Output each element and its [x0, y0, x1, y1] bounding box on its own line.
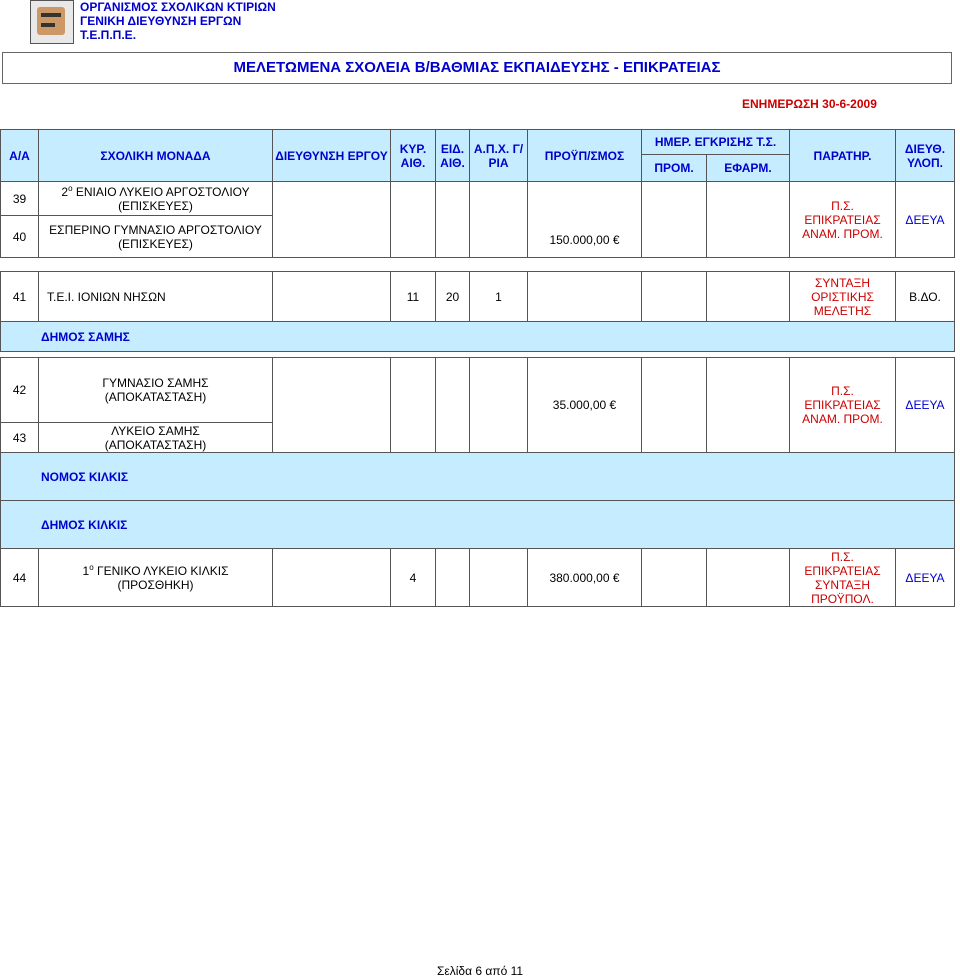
- note-line: ΠΡΟΫΠΟΛ.: [811, 591, 874, 606]
- row-notes: [790, 358, 896, 453]
- note-line: ΕΠΙΚΡΑΤΕΙΑΣ: [804, 212, 881, 227]
- row-dept: Β.ΔΟ.: [896, 272, 955, 322]
- row-unit: [39, 182, 273, 216]
- unit-name: ΛΥΚΕΙΟ ΣΑΜΗΣ: [111, 423, 200, 438]
- table-row: [1, 272, 955, 322]
- col-prom: ΠΡΟΜ.: [642, 155, 707, 182]
- row-budget: 35.000,00 €: [528, 358, 642, 453]
- unit-name: ΕΣΠΕΡΙΝΟ ΓΥΜΝΑΣΙΟ ΑΡΓΟΣΤΟΛΙΟΥ: [49, 222, 262, 237]
- section-label: ΔΗΜΟΣ ΣΑΜΗΣ: [1, 322, 955, 352]
- note-line: ΕΠΙΚΡΑΤΕΙΑΣ: [804, 398, 881, 412]
- col-apx: Α.Π.Χ. Γ/ΡΙΑ: [470, 130, 528, 182]
- section-row: [1, 501, 955, 549]
- row-budget: 380.000,00 €: [528, 549, 642, 607]
- table-row: [1, 358, 955, 423]
- col-approval: ΗΜΕΡ. ΕΓΚΡΙΣΗΣ Τ.Σ.: [642, 130, 790, 155]
- row-kyr: 11: [391, 272, 436, 322]
- col-eid: ΕΙΔ. ΑΙΘ.: [436, 130, 470, 182]
- row-eid: 20: [436, 272, 470, 322]
- row-dept: ΔΕΕΥΑ: [896, 549, 955, 607]
- section-label: ΝΟΜΟΣ ΚΙΛΚΙΣ: [1, 453, 955, 501]
- row-notes: [790, 549, 896, 607]
- table-row: [1, 549, 955, 607]
- row-unit: Τ.Ε.Ι. ΙΟΝΙΩΝ ΝΗΣΩΝ: [39, 272, 273, 322]
- note-line: ΣΥΝΤΑΞΗ: [815, 577, 870, 592]
- section-row: [1, 453, 955, 501]
- row-kyr: 4: [391, 549, 436, 607]
- page-footer: Σελίδα 6 από 11: [436, 964, 524, 978]
- unit-name: ΓΥΜΝΑΣΙΟ ΣΑΜΗΣ: [102, 376, 209, 390]
- table-row: [1, 182, 955, 216]
- section-row: [1, 322, 955, 352]
- row-aa: 41: [1, 272, 39, 322]
- org-line-2: ΓΕΝΙΚΗ ΔΙΕΥΘΥΝΣΗ ΕΡΓΩΝ: [80, 14, 242, 28]
- page-title: ΜΕΛΕΤΩΜΕΝΑ ΣΧΟΛΕΙΑ Β/ΒΑΘΜΙΑΣ ΕΚΠΑΙΔΕΥΣΗΣ - ΕΠΙΚΡΑΤΕΙΑΣ: [2, 52, 952, 84]
- note-line: Π.Σ.: [831, 384, 854, 398]
- row-unit: [39, 549, 273, 607]
- col-kyr: ΚΥΡ. ΑΙΘ.: [391, 130, 436, 182]
- note-line: ΜΕΛΕΤΗΣ: [813, 303, 872, 318]
- col-notes: ΠΑΡΑΤΗΡ.: [790, 130, 896, 182]
- unit-work: (ΑΠΟΚΑΤΑΣΤΑΣΗ): [104, 437, 207, 452]
- row-aa: 44: [1, 549, 39, 607]
- row-notes: [790, 182, 896, 258]
- row-dept: ΔΕΕΥΑ: [896, 182, 955, 258]
- col-aa: Α/Α: [1, 130, 39, 182]
- row-aa: 39: [1, 182, 39, 216]
- update-date: ΕΝΗΜΕΡΩΣΗ 30-6-2009: [742, 97, 877, 111]
- organization-logo: [30, 0, 74, 44]
- col-efarm: ΕΦΑΡΜ.: [707, 155, 790, 182]
- org-line-3: Τ.Ε.Π.Π.Ε.: [80, 28, 137, 42]
- section-label: ΔΗΜΟΣ ΚΙΛΚΙΣ: [1, 501, 955, 549]
- row-budget: 150.000,00 €: [528, 182, 642, 258]
- unit-ordinal: ο: [89, 563, 94, 572]
- row-unit: [39, 423, 273, 453]
- note-line: ΣΥΝΤΑΞΗ: [815, 275, 870, 290]
- unit-number: 1: [82, 564, 90, 578]
- schools-table: [0, 129, 955, 607]
- unit-name: ΕΝΙΑΙΟ ΛΥΚΕΙΟ ΑΡΓΟΣΤΟΛΙΟΥ: [75, 185, 250, 199]
- org-line-1: ΟΡΓΑΝΙΣΜΟΣ ΣΧΟΛΙΚΩΝ ΚΤΙΡΙΩΝ: [80, 0, 276, 14]
- row-unit: [39, 358, 273, 423]
- note-line: ΟΡΙΣΤΙΚΗΣ: [811, 289, 874, 304]
- note-line: ΑΝΑΜ. ΠΡΟΜ.: [802, 226, 883, 241]
- note-line: ΕΠΙΚΡΑΤΕΙΑΣ: [804, 563, 881, 578]
- row-aa: 40: [1, 216, 39, 258]
- header: [30, 0, 430, 44]
- unit-work: (ΕΠΙΣΚΕΥΕΣ): [118, 236, 193, 251]
- note-line: Π.Σ.: [831, 549, 854, 564]
- row-notes: [790, 272, 896, 322]
- unit-ordinal: ο: [68, 184, 73, 193]
- unit-number: 2: [61, 185, 69, 199]
- unit-work: (ΑΠΟΚΑΤΑΣΤΑΣΗ): [104, 390, 207, 404]
- unit-name: ΓΕΝΙΚΟ ΛΥΚΕΙΟ ΚΙΛΚΙΣ: [96, 564, 229, 578]
- row-aa: 43: [1, 423, 39, 453]
- col-address: ΔΙΕΥΘΥΝΣΗ ΕΡΓΟΥ: [273, 130, 391, 182]
- note-line: ΑΝΑΜ. ΠΡΟΜ.: [802, 412, 883, 426]
- row-dept: ΔΕΕΥΑ: [896, 358, 955, 453]
- header-row: [1, 130, 955, 155]
- organization-name: [80, 0, 276, 42]
- row-apx: 1: [470, 272, 528, 322]
- col-unit: ΣΧΟΛΙΚΗ ΜΟΝΑΔΑ: [39, 130, 273, 182]
- unit-work: (ΕΠΙΣΚΕΥΕΣ): [118, 199, 193, 213]
- col-dept: ΔΙΕΥΘ. ΥΛΟΠ.: [896, 130, 955, 182]
- unit-work: (ΠΡΟΣΘΗΚΗ): [117, 578, 194, 592]
- row-aa: 42: [1, 358, 39, 423]
- row-unit: [39, 216, 273, 258]
- col-budget: ΠΡΟΫΠ/ΣΜΟΣ: [528, 130, 642, 182]
- note-line: Π.Σ.: [831, 198, 854, 213]
